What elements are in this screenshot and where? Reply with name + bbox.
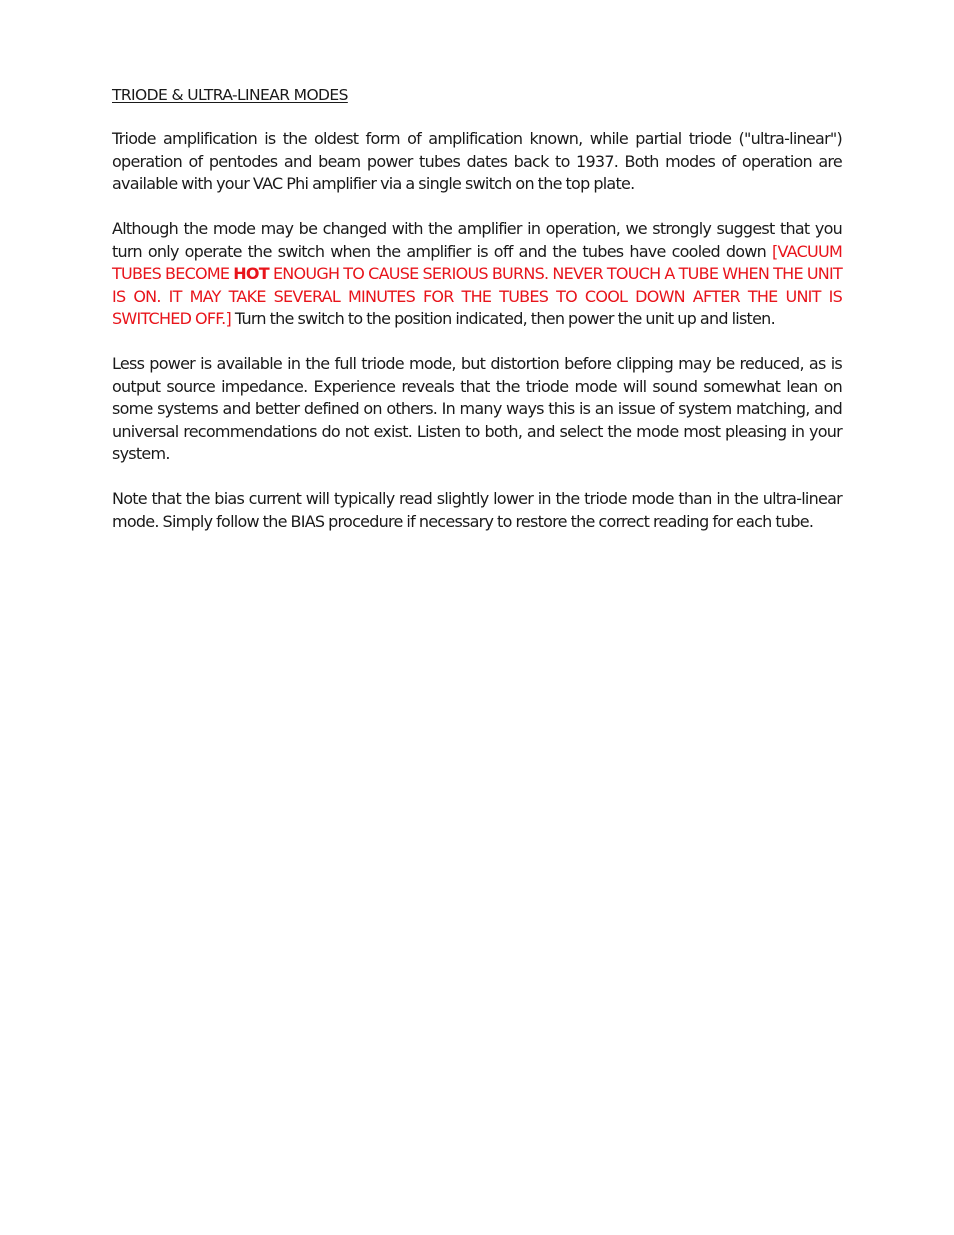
warning-hot-emphasis: HOT xyxy=(233,264,269,283)
section-heading: TRIODE & ULTRA-LINEAR MODES xyxy=(112,86,348,104)
mode-switch-intro-text: Although the mode may be changed with the amplifier in operation, we strongly suggest that you turn only operate the switch when the amplifier is off and the tubes have cooled down xyxy=(112,219,842,261)
paragraph-mode-switch xyxy=(112,218,842,331)
paragraph-bias-note: Note that the bias current will typically read slightly lower in the triode mode than in the ultra-linear mode. Simply follow the BIAS procedure if necessary to restore the correct reading for each tube. xyxy=(112,489,842,531)
warning-text-end: ENOUGH TO CAUSE SERIOUS BURNS. NEVER TOUCH A TUBE WHEN THE UNIT IS ON. IT MAY TAKE SEVERAL MINUTES FOR THE TUBES TO COOL DOWN AFTER THE UNIT IS SWITCHED OFF.] xyxy=(112,264,842,328)
paragraph-triode-intro: Triode amplification is the oldest form of amplification known, while partial triode ("ultra-linear") operation of pentodes and beam power tubes dates back to 1937. Both modes of operation are available with your VAC Phi amplifier via a single switch on the top plate. xyxy=(112,129,842,193)
mode-switch-outro-text: Turn the switch to the position indicated, then power the unit up and listen. xyxy=(231,309,775,328)
paragraph-power-comparison: Less power is available in the full triode mode, but distortion before clipping may be reduced, as is output source impedance. Experience reveals that the triode mode will sound somewhat lean on some systems and better defined on others. In many ways this is an issue of system matching, and universal recommendations do not exist. Listen to both, and select the mode most pleasing in your system. xyxy=(112,354,842,463)
document-page xyxy=(112,84,842,556)
warning-text-start: [VACUUM TUBES BECOME xyxy=(112,241,842,283)
